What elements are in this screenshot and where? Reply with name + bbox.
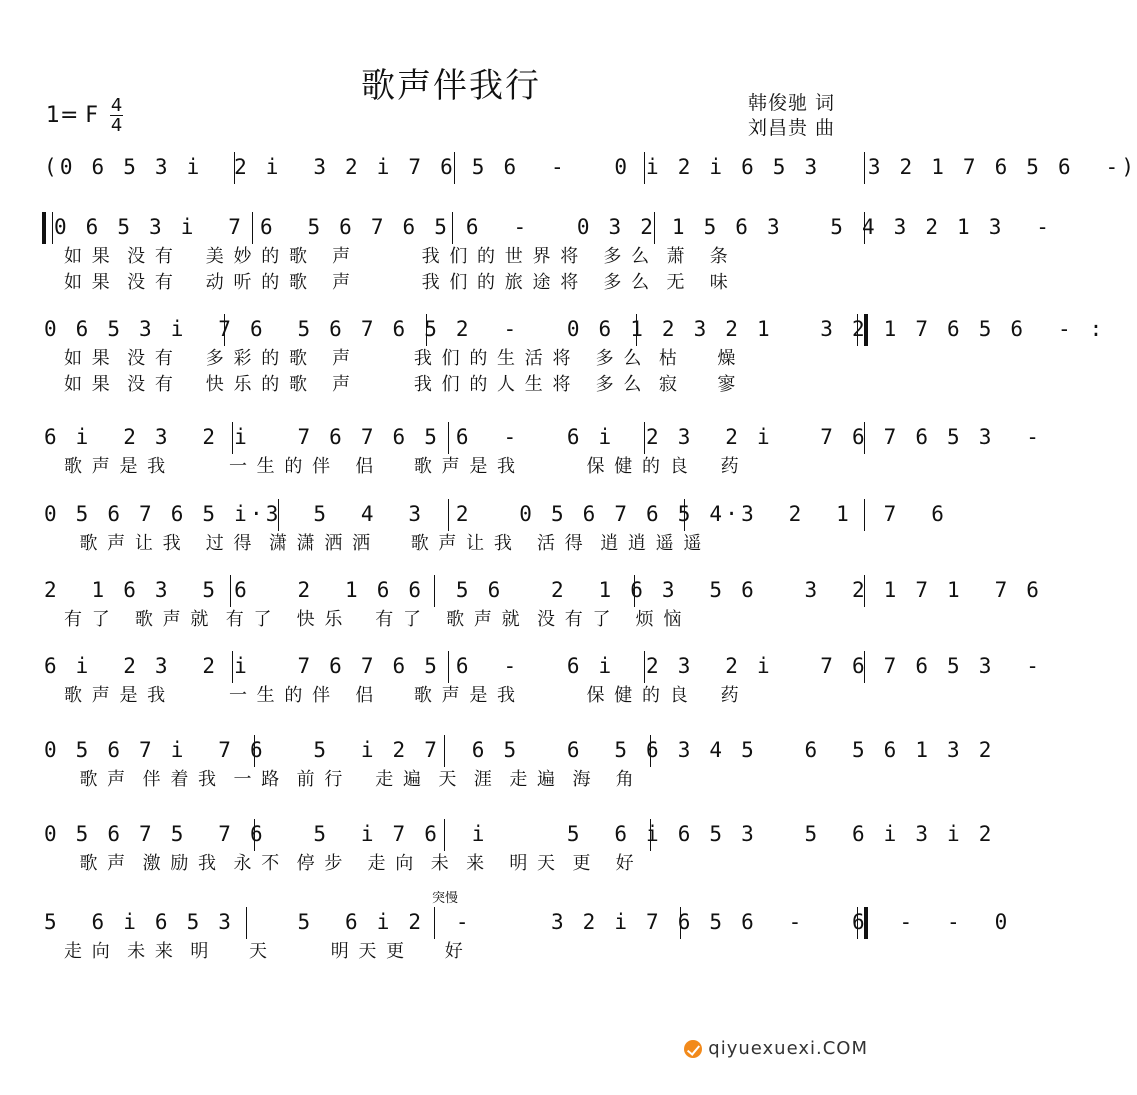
site-watermark: [684, 1038, 868, 1059]
key-signature: [46, 97, 123, 134]
score-system: [44, 649, 1043, 709]
notation-line: 0 6 5 3 i 7 6 5 6 7 6 5 6 - 0 3 2 1 5 6 3 5 4 3 2 1 3 -: [54, 215, 1053, 239]
lyric-line: 歌 声 让 我 过 得 潇 潇 洒 洒 歌 声 让 我 活 得 逍 逍 遥 遥: [64, 533, 704, 554]
score-system: [44, 905, 1011, 965]
score-system: [44, 150, 1137, 184]
lyric-line: 歌 声 是 我 一 生 的 伴 侣 歌 声 是 我 保 健 的 良 药: [64, 456, 741, 477]
score-system: [44, 573, 1043, 633]
notation-line: 0 5 6 7 i 7 6 5 i 2 7 6 5 6 5 6 3 4 5 6 5 6 1 3 2: [44, 738, 995, 762]
notation-line: 2 1 6 3 5 6 2 1 6 6 5 6 2 1 6 3 5 6 3 2 1 7 1 7 6: [44, 578, 1043, 602]
note-logo-icon: [684, 1040, 702, 1058]
notation-line: 0 5 6 7 6 5 i·3 5 4 3 2 0 5 6 7 6 5 4·3 2 1 7 6: [44, 502, 948, 526]
lyric-line: 如 果 没 有 多 彩 的 歌 声 我 们 的 生 活 将 多 么 枯 燥: [64, 348, 738, 369]
lyric-line: 如 果 没 有 动 听 的 歌 声 我 们 的 旅 途 将 多 么 无 味: [64, 272, 730, 293]
notation-line: (0 6 5 3 i 2 i 3 2 i 7 6 5 6 - 0 i 2 i 6 5 3 3 2 1 7 6 5 6 -): [44, 155, 1137, 179]
time-signature-bottom: 4: [110, 115, 123, 136]
watermark-text: qiyuexuexi.COM: [708, 1038, 868, 1059]
lyric-line: 歌 声 激 励 我 永 不 停 步 走 向 未 来 明 天 更 好: [64, 853, 636, 874]
key-label: 1= F: [46, 103, 99, 128]
time-signature: [110, 97, 123, 134]
lyric-line: 歌 声 是 我 一 生 的 伴 侣 歌 声 是 我 保 健 的 良 药: [64, 685, 741, 706]
score-system: [44, 210, 1053, 296]
score-system: [44, 420, 1043, 480]
notation-line: 0 5 6 7 5 7 6 5 i 7 6 i 5 6 i 6 5 3 5 6 i 3 i 2: [44, 822, 995, 846]
tempo-mark: 突慢: [432, 891, 459, 906]
score-system: [44, 733, 995, 793]
lyricist-credit: 韩俊驰 词: [748, 92, 836, 114]
lyric-line: 有 了 歌 声 就 有 了 快 乐 有 了 歌 声 就 没 有 了 烦 恼: [64, 609, 684, 630]
time-signature-top: 4: [110, 95, 123, 116]
composer-credit: 刘昌贵 曲: [748, 117, 836, 139]
notation-line: 0 6 5 3 i 7 6 5 6 7 6 5 2 - 0 6 1 2 3 2 1 3 2 1 7 6 5 6 - :: [44, 317, 1106, 341]
lyric-line: 如 果 没 有 美 妙 的 歌 声 我 们 的 世 界 将 多 么 萧 条: [64, 246, 730, 267]
score-system: [44, 497, 948, 557]
score-system: [44, 817, 995, 877]
lyric-line: 歌 声 伴 着 我 一 路 前 行 走 遍 天 涯 走 遍 海 角: [64, 769, 636, 790]
score-system: [44, 312, 1106, 398]
notation-line: 6 i 2 3 2 i 7 6 7 6 5 6 - 6 i 2 3 2 i 7 6 7 6 5 3 -: [44, 425, 1043, 449]
page-title: 歌声伴我行: [361, 66, 541, 106]
lyric-line: 走 向 未 来 明 天 明 天 更 好: [64, 941, 465, 962]
lyric-line: 如 果 没 有 快 乐 的 歌 声 我 们 的 人 生 将 多 么 寂 寥: [64, 374, 738, 395]
notation-line: 5 6 i 6 5 3 5 6 i 2 - 3 2 i 7 6 5 6 - 6 - - 0: [44, 910, 1011, 934]
notation-line: 6 i 2 3 2 i 7 6 7 6 5 6 - 6 i 2 3 2 i 7 6 7 6 5 3 -: [44, 654, 1043, 678]
